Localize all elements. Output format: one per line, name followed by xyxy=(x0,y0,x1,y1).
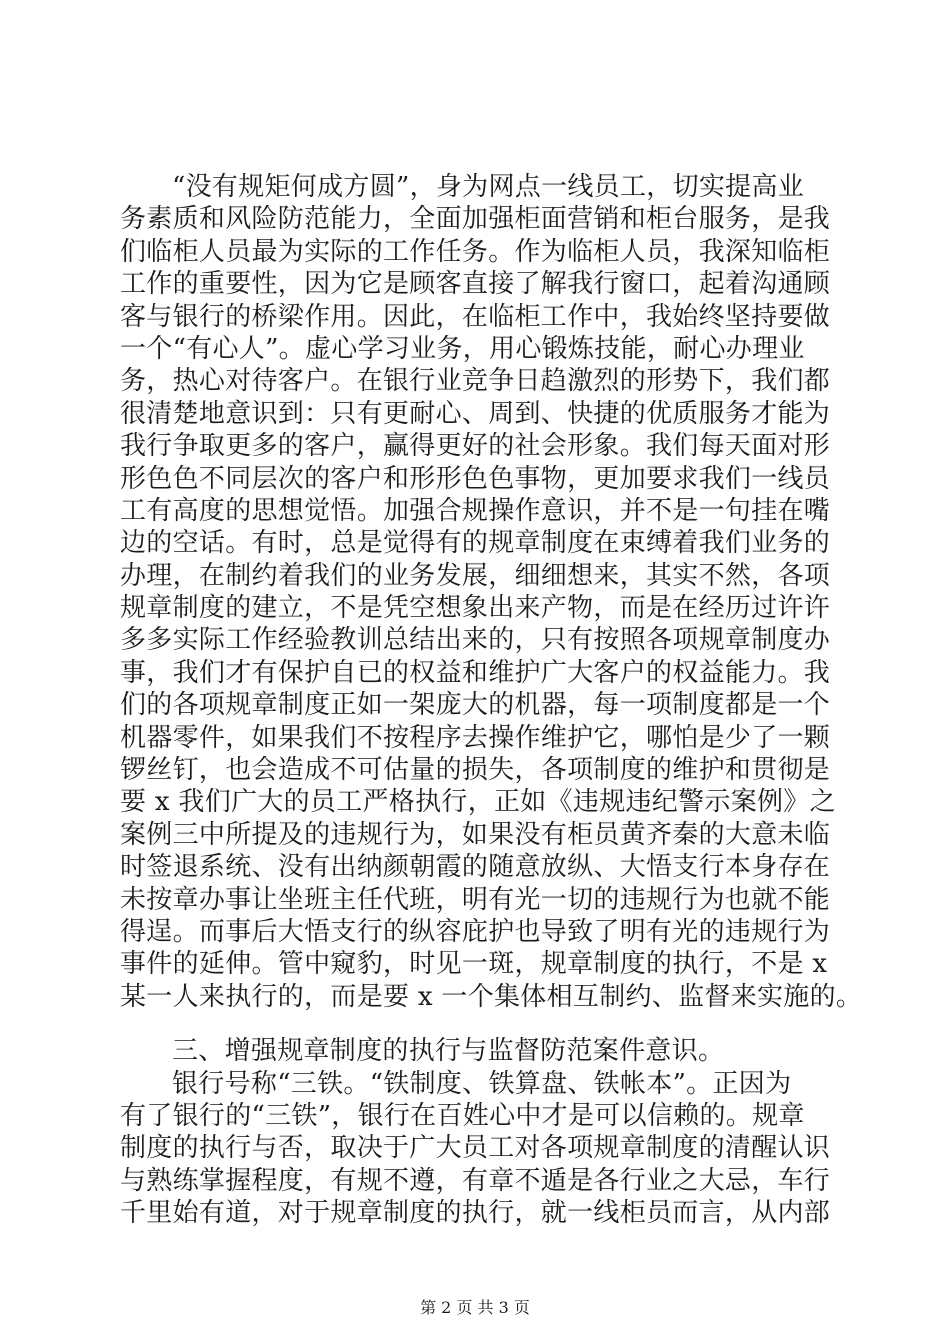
text-line: 工作的重要性，因为它是顾客直接了解我行窗口，起着沟通顾 xyxy=(120,269,831,300)
text-line: 未按章办事让坐班主任代班，明有光一切的违规行为也就不能 xyxy=(120,884,831,915)
text-line: “没有规矩何成方圆”，身为网点一线员工，切实提高业 xyxy=(172,172,805,202)
page-footer: 第 2 页 共 3 页 xyxy=(420,1298,530,1317)
text-line: 时签退系统、没有出纳颜朝霞的随意放纵、大悟支行本身存在 xyxy=(120,852,831,883)
text-line: 很清楚地意识到：只有更耐心、周到、快捷的优质服务才能为 xyxy=(120,398,831,429)
paragraph-spacer xyxy=(120,1013,834,1035)
paragraph-three-iron xyxy=(120,1068,834,1230)
paragraph-rules-importance xyxy=(120,171,863,1013)
text-line: 们临柜人员最为实际的工作任务。作为临柜人员，我深知临柜 xyxy=(120,236,831,267)
document-body xyxy=(120,171,863,1230)
text-line: 锣丝钉，也会造成不可估量的损失，各项制度的维护和贯彻是 xyxy=(120,755,831,786)
text-line: 得逞。而事后大悟支行的纵容庇护也导致了明有光的违规行为 xyxy=(120,916,831,947)
text-line: 要 x 我们广大的员工严格执行，正如《违规违纪警示案例》之 xyxy=(120,787,836,818)
text-line: 形色色不同层次的客户和形形色色事物，更加要求我们一线员 xyxy=(120,463,831,494)
text-line: 事件的延伸。管中窥豹，时见一斑，规章制度的执行，不是 x xyxy=(120,949,828,980)
text-line: 有了银行的“三铁”，银行在百姓心中才是可以信赖的。规章 xyxy=(120,1100,805,1131)
section-heading: 三、增强规章制度的执行与监督防范案件意识。 xyxy=(172,1036,725,1067)
text-line: 工有高度的思想觉悟。加强合规操作意识，并不是一句挂在嘴 xyxy=(120,495,831,526)
text-line: 机器零件，如果我们不按程序去操作维护它，哪怕是少了一颗 xyxy=(120,722,831,753)
text-line: 千里始有道，对于规章制度的执行，就一线柜员而言，从内部 xyxy=(120,1198,831,1229)
text-line: 规章制度的建立，不是凭空想象出来产物，而是在经历过许许 xyxy=(120,593,831,624)
text-line: 事，我们才有保护自已的权益和维护广大客户的权益能力。我 xyxy=(120,657,831,688)
text-line: 多多实际工作经验教训总结出来的，只有按照各项规章制度办 xyxy=(120,625,831,656)
text-line: 们的各项规章制度正如一架庞大的机器，每一项制度都是一个 xyxy=(120,690,831,721)
text-line: 一个“有心人”。虚心学习业务，用心锻炼技能，耐心办理业 xyxy=(120,333,805,364)
text-line: 银行号称“三铁。“铁制度、铁算盘、铁帐本”。正因为 xyxy=(172,1068,792,1099)
text-line: 我行争取更多的客户，赢得更好的社会形象。我们每天面对形 xyxy=(120,431,831,462)
text-line: 制度的执行与否，取决于广大员工对各项规章制度的清醒认识 xyxy=(120,1133,831,1164)
text-line: 客与银行的桥梁作用。因此，在临柜工作中，我始终坚持要做 xyxy=(120,301,831,332)
text-line: 某一人来执行的，而是要 x 一个集体相互制约、监督来实施的。 xyxy=(120,981,863,1012)
text-line: 边的空话。有时，总是觉得有的规章制度在束缚着我们业务的 xyxy=(120,528,831,559)
text-line: 与熟练掌握程度，有规不遵，有章不遁是各行业之大忌，车行 xyxy=(120,1165,831,1196)
text-line: 务，热心对待客户。在银行业竞争日趋激烈的形势下，我们都 xyxy=(120,366,831,397)
text-line: 务素质和风险防范能力，全面加强柜面营销和柜台服务，是我 xyxy=(120,204,831,235)
text-line: 办理，在制约着我们的业务发展，细细想来，其实不然，各项 xyxy=(120,560,831,591)
text-line: 案例三中所提及的违规行为，如果没有柜员黄齐秦的大意未临 xyxy=(120,819,831,850)
